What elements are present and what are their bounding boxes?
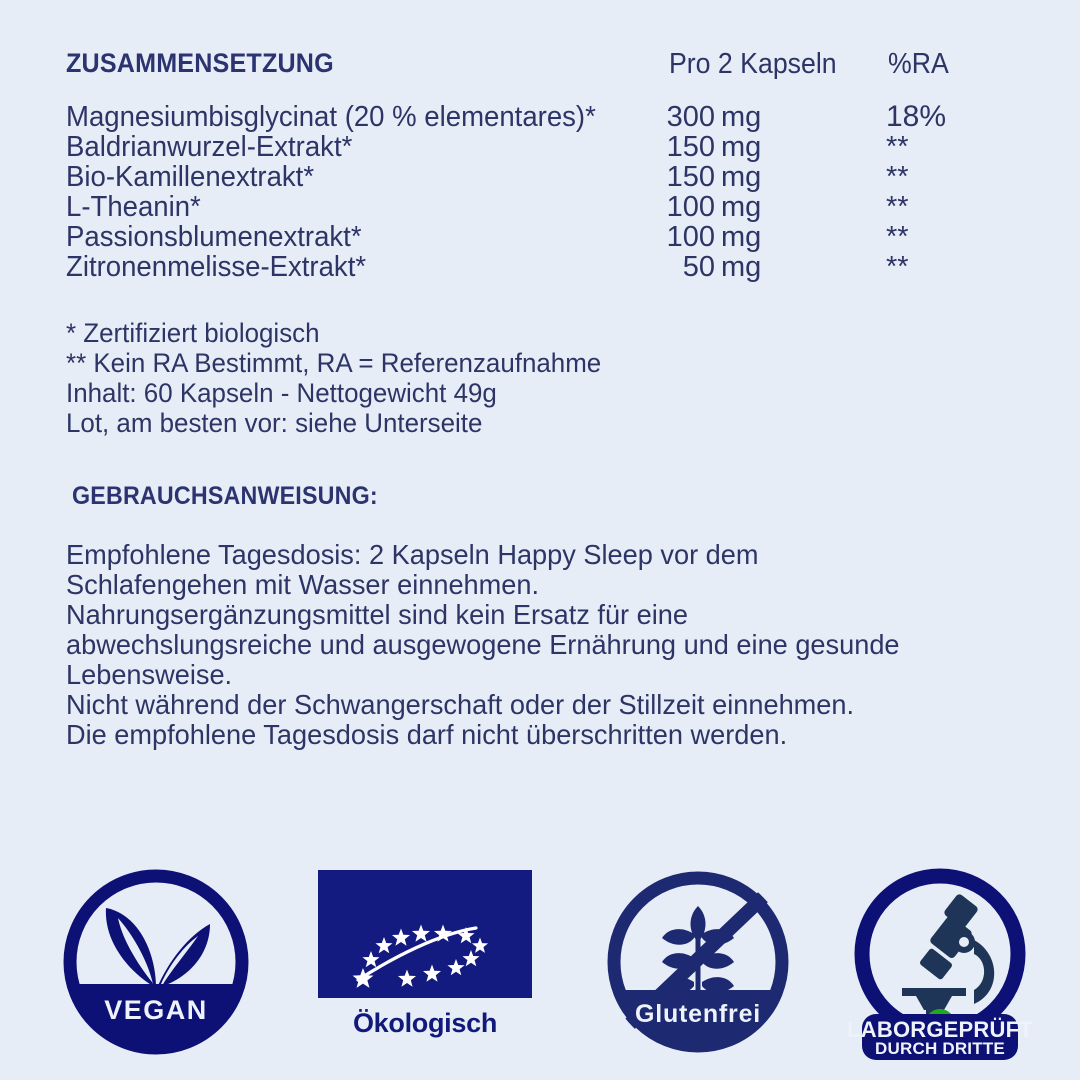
ingredient-amount-unit: mg <box>721 191 762 223</box>
crossed-wheat-icon <box>598 862 798 1062</box>
ingredient-amount <box>599 192 769 222</box>
ingredient-amount-value: 150 <box>666 161 715 193</box>
badge-organic <box>300 862 550 1062</box>
ingredient-ra: ** <box>886 191 909 223</box>
table-row <box>66 192 1016 222</box>
microscope-icon <box>840 862 1040 1062</box>
badge-organic-label: Ökologisch <box>352 1008 498 1038</box>
ingredient-name: Zitronenmelisse-Extrakt* <box>66 251 367 283</box>
badge-lab-tested-sublabel: DURCH DRITTE <box>875 1039 1005 1058</box>
ingredient-ra: 18% <box>886 100 947 133</box>
footnote-line: * Zertifiziert biologisch <box>66 318 320 348</box>
composition-heading: ZUSAMMENSETZUNG <box>66 48 334 78</box>
badge-gluten-free <box>598 862 798 1062</box>
directions-line: Die empfohlene Tagesdosis darf nicht überschritten werden. <box>66 719 788 750</box>
footnote-line: Lot, am besten vor: siehe Unterseite <box>66 408 483 438</box>
ingredient-amount-unit: mg <box>721 131 762 163</box>
ingredient-name: Magnesiumbisglycinat (20 % elementares)* <box>66 101 596 133</box>
ingredient-amount-value: 300 <box>666 101 715 133</box>
ingredient-amount <box>599 252 769 282</box>
footnote-line: ** Kein RA Bestimmt, RA = Referenzaufnahme <box>66 348 602 378</box>
ingredient-ra: ** <box>886 221 909 253</box>
badge-vegan <box>56 862 256 1062</box>
ingredient-amount-unit: mg <box>721 221 762 253</box>
directions-line: Nahrungsergänzungsmittel sind kein Ersatz für eine <box>66 599 688 630</box>
composition-table-header <box>66 48 1016 90</box>
badge-lab-tested-label: LABORGEPRÜFT <box>847 1017 1033 1042</box>
leaves-icon <box>56 862 256 1062</box>
badge-lab-tested <box>840 862 1040 1062</box>
badge-gluten-free-label: Glutenfrei <box>634 1000 762 1028</box>
column-header-amount: Pro 2 Kapseln <box>669 48 837 80</box>
directions-body <box>66 540 1006 750</box>
ingredient-ra: ** <box>886 161 909 193</box>
ingredient-name: Baldrianwurzel-Extrakt* <box>66 131 353 163</box>
ingredient-ra: ** <box>886 251 909 283</box>
ingredient-amount-value: 100 <box>666 221 715 253</box>
directions-line: Nicht während der Schwangerschaft oder der Stillzeit einnehmen. <box>66 689 855 720</box>
column-header-ra: %RA <box>888 48 949 80</box>
ingredient-amount <box>599 132 769 162</box>
footnote-line: Inhalt: 60 Kapseln - Nettogewicht 49g <box>66 378 497 408</box>
table-row <box>66 132 1016 162</box>
table-row <box>66 222 1016 252</box>
table-row <box>66 102 1016 132</box>
ingredient-amount <box>599 222 769 252</box>
directions-line: Empfohlene Tagesdosis: 2 Kapseln Happy Sleep vor dem <box>66 539 759 570</box>
ingredient-name: L-Theanin* <box>66 191 201 223</box>
ingredient-amount-unit: mg <box>721 251 762 283</box>
table-row <box>66 252 1016 282</box>
badge-vegan-label: VEGAN <box>104 995 208 1025</box>
ingredient-amount-value: 150 <box>666 131 715 163</box>
ingredient-amount <box>599 102 769 132</box>
composition-panel <box>66 48 1016 282</box>
ingredient-rows <box>66 102 1016 282</box>
certification-badges <box>0 862 1080 1062</box>
ingredient-amount-value: 50 <box>682 251 715 283</box>
directions-heading: GEBRAUCHSANWEISUNG: <box>72 482 378 510</box>
ingredient-amount-value: 100 <box>666 191 715 223</box>
directions-line: Lebensweise. <box>66 659 233 690</box>
footnotes <box>66 318 966 438</box>
ingredient-amount <box>599 162 769 192</box>
ingredient-amount-unit: mg <box>721 161 762 193</box>
ingredient-name: Bio-Kamillenextrakt* <box>66 161 315 193</box>
ingredient-ra: ** <box>886 131 909 163</box>
directions-line: Schlafengehen mit Wasser einnehmen. <box>66 569 540 600</box>
ingredient-name: Passionsblumenextrakt* <box>66 221 362 253</box>
directions-line: abwechslungsreiche und ausgewogene Ernährung und eine gesunde <box>66 629 900 660</box>
table-row <box>66 162 1016 192</box>
eu-organic-leaf-icon <box>300 862 550 1012</box>
ingredient-amount-unit: mg <box>721 101 762 133</box>
